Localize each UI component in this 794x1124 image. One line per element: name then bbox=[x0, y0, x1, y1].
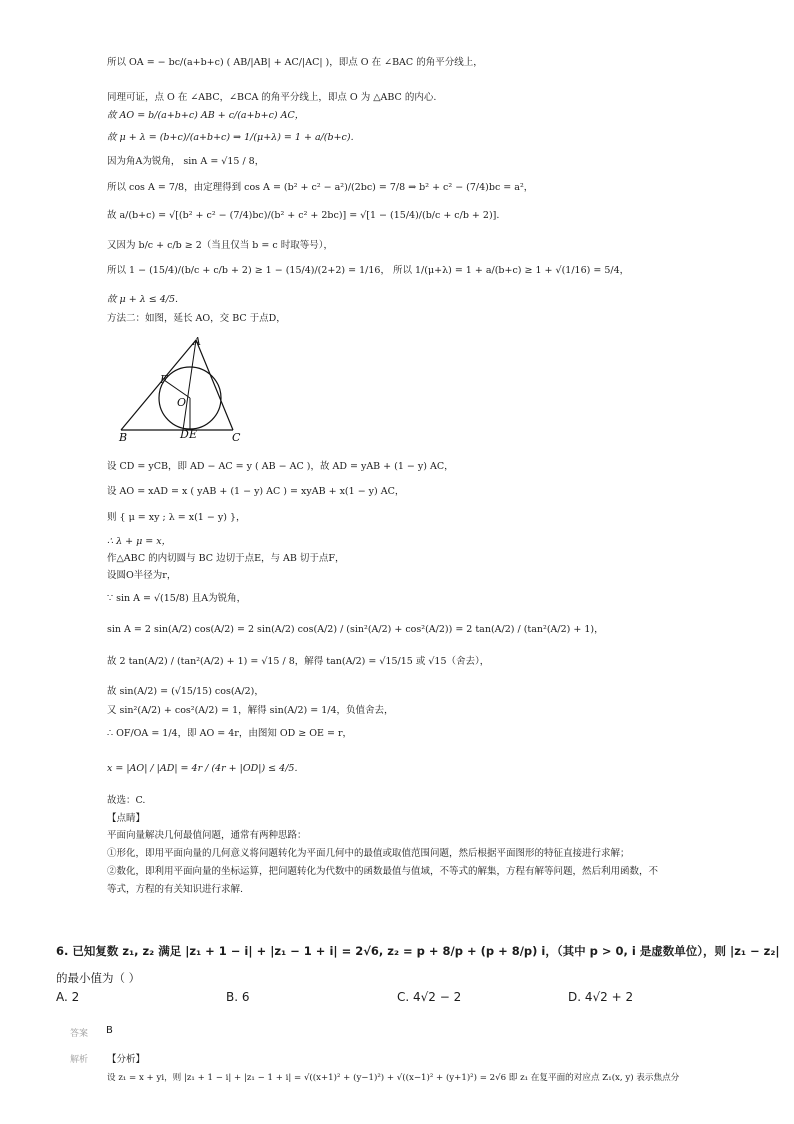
solution-line: 方法二：如图，延长 AO，交 BC 于点D， bbox=[107, 313, 286, 324]
solution-line: 所以 OA = − bc/(a+b+c) ( AB/|AB| + AC/|AC| )，即点 O 在 ∠BAC 的角平分线上， bbox=[107, 57, 483, 68]
solution-line: 所以 1 − (15/4)/(b/c + c/b + 2) ≥ 1 − (15/4)/(2+2) = 1/16， 所以 1/(μ+λ) = 1 + a/(b+c) ≥ 1 + √(1/16) = 5/4， bbox=[107, 265, 630, 276]
solution-line: 故 AO = b/(a+b+c) AB + c/(a+b+c) AC， bbox=[107, 110, 305, 121]
analysis-label: 解析 bbox=[70, 1055, 89, 1065]
solution-line: 设 CD = yCB，即 AD − AC = y ( AB − AC )，故 AD = yAB + (1 − y) AC， bbox=[107, 461, 454, 472]
option-b[interactable]: B. 6 bbox=[226, 990, 250, 1004]
point-label-d: D bbox=[180, 428, 189, 441]
point-label-b: B bbox=[119, 431, 128, 444]
solution-line: x = |AO| / |AD| = 4r / (4r + |OD|) ≤ 4/5. bbox=[107, 763, 298, 774]
solution-line: 所以 cos A = 7/8，由定理得到 cos A = (b² + c² − a²)/(2bc) = 7/8 ⇒ b² + c² − (7/4)bc = a²， bbox=[107, 182, 534, 193]
solution-line: 等式，方程的有关知识进行求解. bbox=[107, 884, 244, 895]
point-label-f: F bbox=[160, 373, 168, 386]
answer-value: B bbox=[106, 1025, 113, 1036]
solution-line: 故 a/(b+c) = √[(b² + c² − (7/4)bc)/(b² + c² + 2bc)] = √[1 − (15/4)/(b/c + c/b + 2)]. bbox=[107, 210, 500, 221]
solution-line: ∴ λ + μ = x， bbox=[107, 536, 172, 547]
solution-line: ∵ sin A = √(15/8) 且A为锐角， bbox=[107, 593, 247, 604]
solution-line: 设 AO = xAD = x ( yAB + (1 − y) AC ) = xyAB + x(1 − y) AC， bbox=[107, 486, 405, 497]
point-label-a: A bbox=[193, 335, 201, 348]
option-c[interactable]: C. 4√2 − 2 bbox=[397, 990, 462, 1004]
solution-line: 故选：C. bbox=[107, 795, 146, 806]
analysis-line: 设 z₁ = x + yi，则 |z₁ + 1 − i| + |z₁ − 1 + i| = √((x+1)² + (y−1)²) + √((x−1)² + (y+1)²) = 2√6 即 z₁ 在复平面的对应点 Z₁(x, y) 表示焦点分 bbox=[107, 1073, 680, 1083]
solution-line: 又 sin²(A/2) + cos²(A/2) = 1，解得 sin(A/2) = 1/4，负值舍去， bbox=[107, 705, 394, 716]
solution-line: 故 2 tan(A/2) / (tan²(A/2) + 1) = √15 / 8，解得 tan(A/2) = √15/15 或 √15（舍去）， bbox=[107, 656, 490, 667]
solution-line: 则 { μ = xy ; λ = x(1 − y) }， bbox=[107, 512, 246, 523]
solution-line: 又因为 b/c + c/b ≥ 2（当且仅当 b = c 时取等号）， bbox=[107, 240, 333, 251]
solution-line: ①形化，即用平面向量的几何意义将问题转化为平面几何中的最值或取值范围问题，然后根据平面图形的特征直接进行求解； bbox=[107, 848, 630, 859]
point-label-e: E bbox=[189, 428, 198, 441]
solution-line: 故 μ + λ = (b+c)/(a+b+c) ⇒ 1/(μ+λ) = 1 + a/(b+c). bbox=[107, 132, 354, 143]
solution-line: 故 μ + λ ≤ 4/5. bbox=[107, 294, 179, 305]
solution-line: 设圆O半径为r， bbox=[107, 570, 177, 581]
solution-line: 同理可证，点 O 在 ∠ABC，∠BCA 的角平分线上，即点 O 为 △ABC 的内心. bbox=[107, 92, 437, 103]
incircle-figure bbox=[110, 330, 250, 450]
point-label-o: O bbox=[177, 396, 187, 409]
solution-line: sin A = 2 sin(A/2) cos(A/2) = 2 sin(A/2) cos(A/2) / (sin²(A/2) + cos²(A/2)) = 2 tan(A/2) / (tan²(A/2) + 1)， bbox=[107, 624, 604, 635]
question-6-line2: 的最小值为（ ） bbox=[56, 971, 141, 985]
point-label-c: C bbox=[232, 431, 241, 444]
solution-line: 因为角A为锐角， sin A = √15 / 8， bbox=[107, 156, 265, 167]
solution-line: 【点睛】 bbox=[107, 813, 146, 824]
analysis-heading: 【分析】 bbox=[107, 1054, 146, 1065]
solution-line: 故 sin(A/2) = (√15/15) cos(A/2)， bbox=[107, 686, 264, 697]
question-6-line1: 6. 已知复数 z₁, z₂ 满足 |z₁ + 1 − i| + |z₁ − 1 + i| = 2√6, z₂ = p + 8/p + (p + 8/p) i，（其中 p > 0, i 是虚数单位），则 |z₁ − z₂| bbox=[56, 944, 780, 958]
solution-line: 平面向量解决几何最值问题，通常有两种思路： bbox=[107, 830, 307, 841]
option-a[interactable]: A. 2 bbox=[56, 990, 80, 1004]
solution-line: ②数化，即利用平面向量的坐标运算，把问题转化为代数中的函数最值与值域，不等式的解集，方程有解等问题，然后利用函数，不 bbox=[107, 866, 659, 877]
option-d[interactable]: D. 4√2 + 2 bbox=[568, 990, 634, 1004]
answer-label: 答案 bbox=[70, 1029, 89, 1039]
solution-line: ∴ OF/OA = 1/4，即 AO = 4r，由图知 OD ≥ OE = r， bbox=[107, 728, 353, 739]
solution-line: 作△ABC 的内切圆与 BC 边切于点E，与 AB 切于点F， bbox=[107, 553, 345, 564]
